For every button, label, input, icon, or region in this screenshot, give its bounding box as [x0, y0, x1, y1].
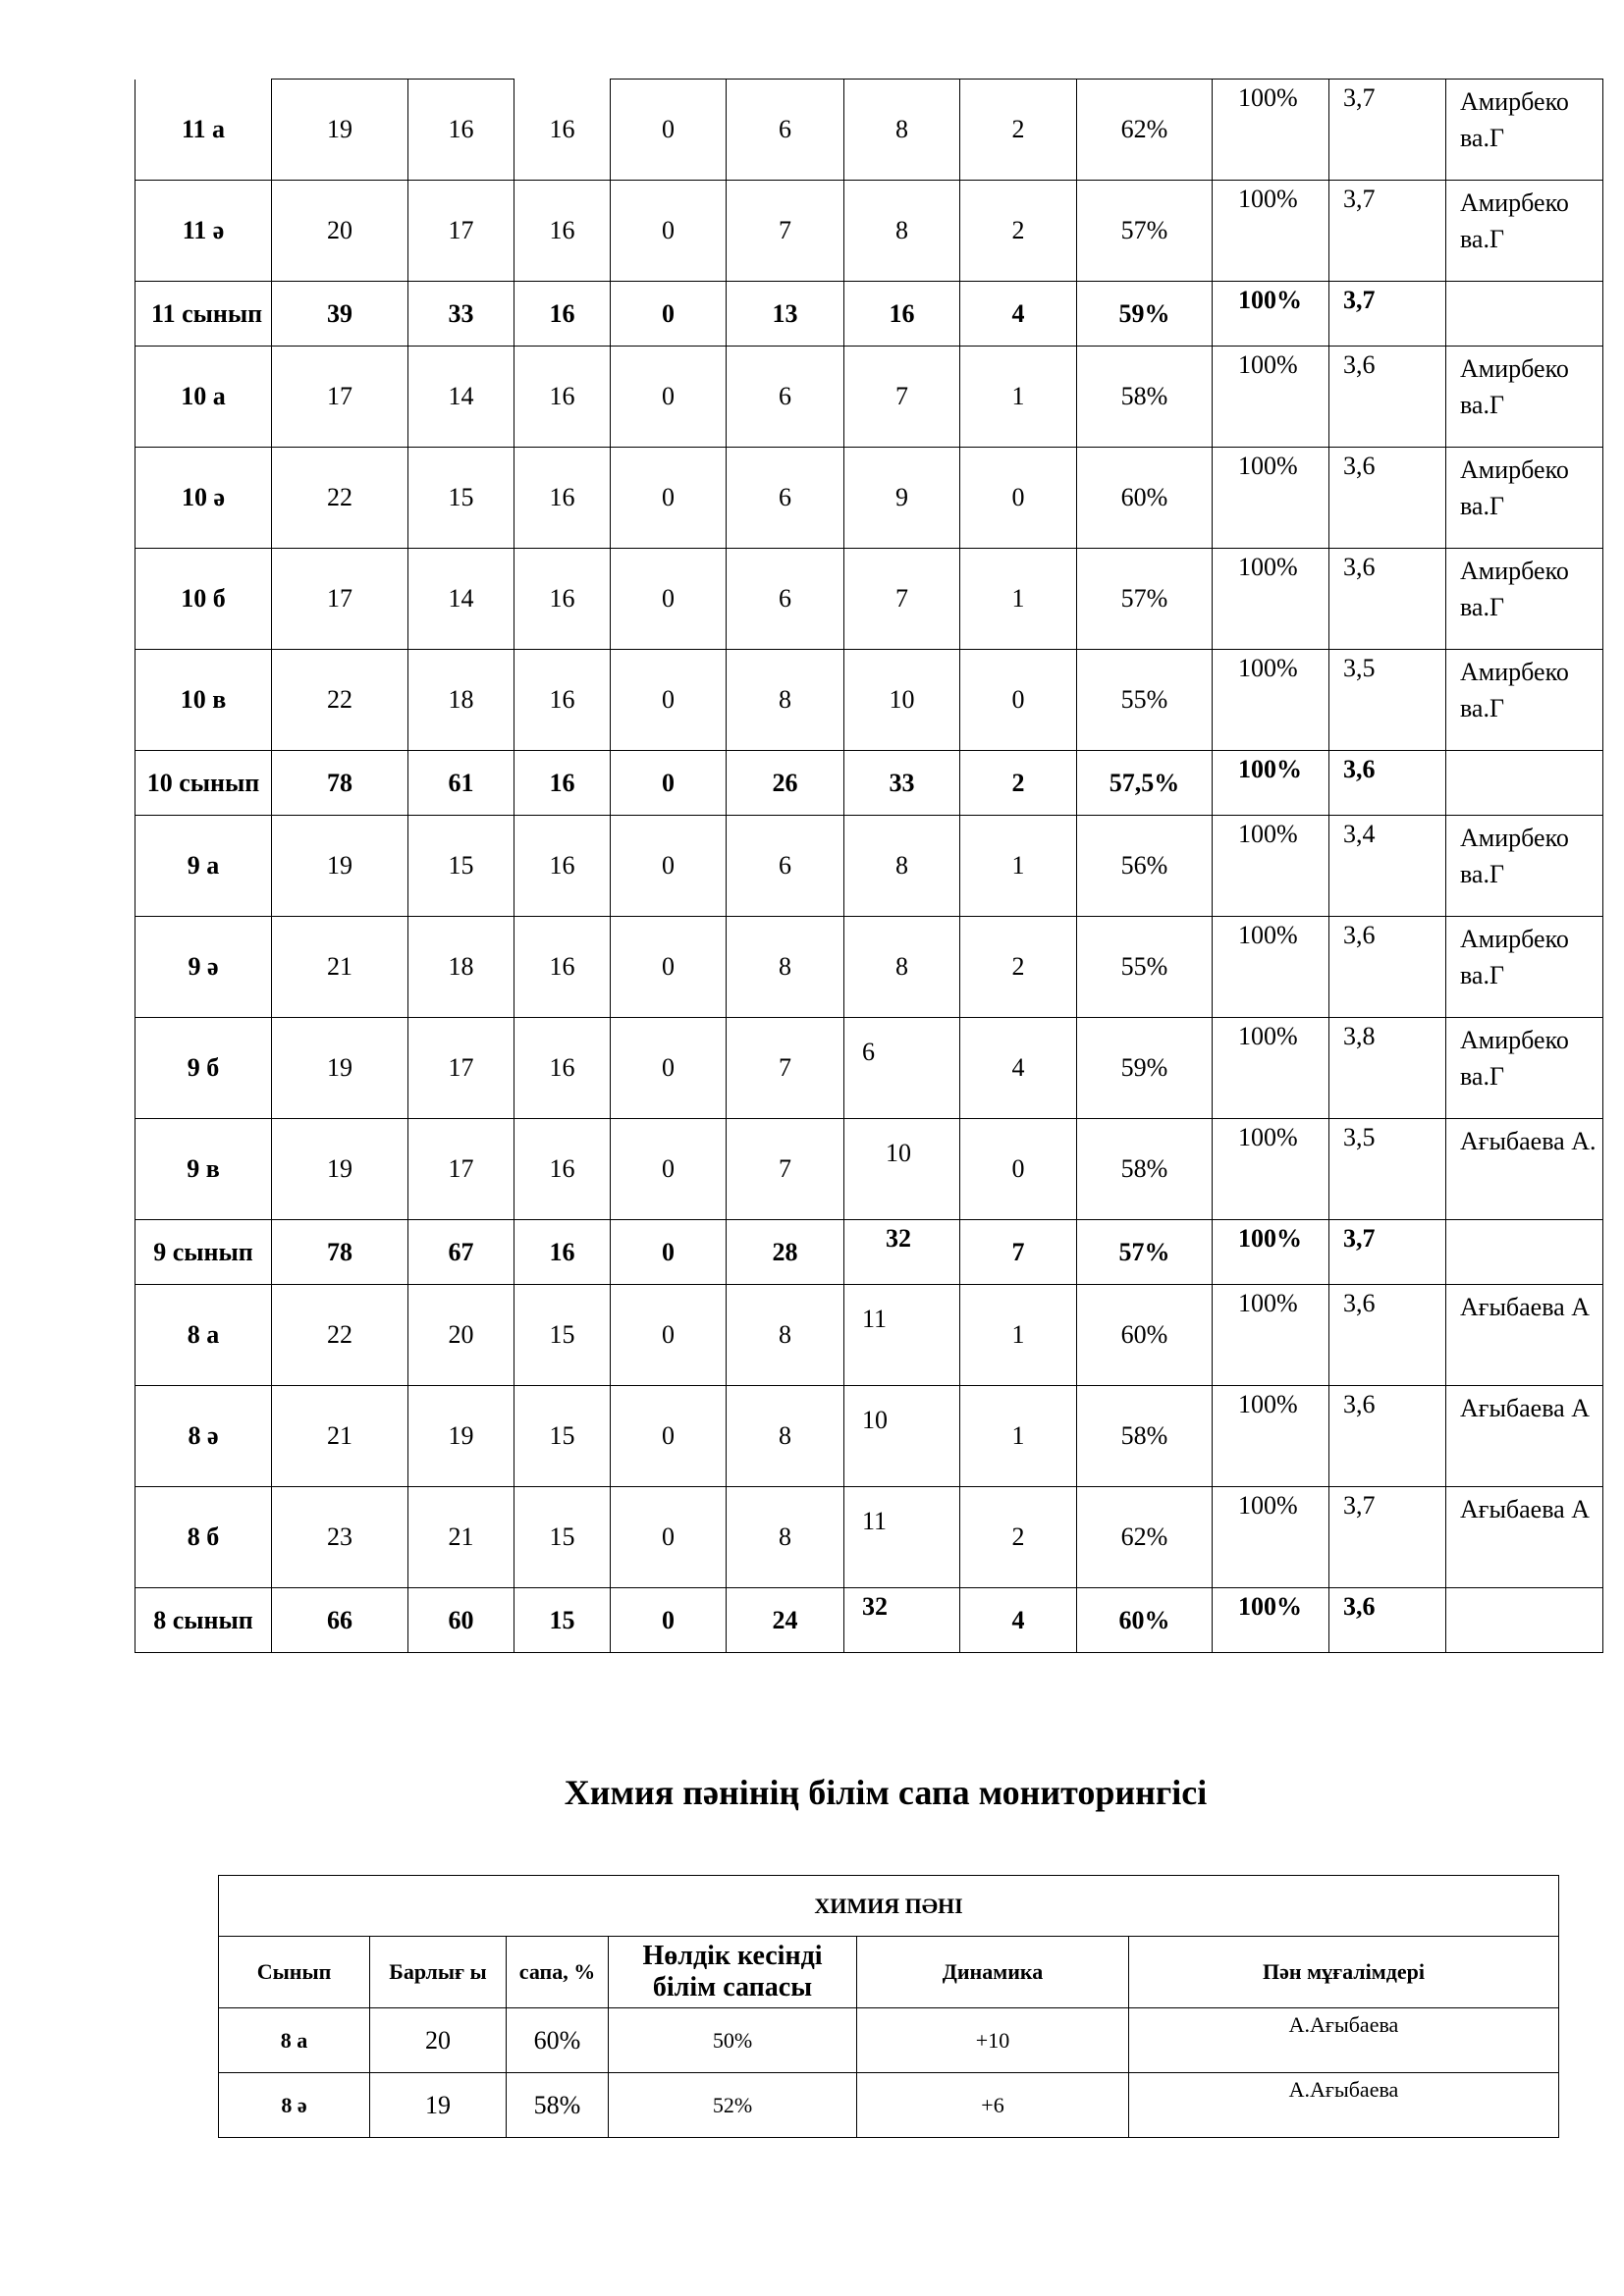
cell-grade-3: 8: [727, 1285, 844, 1386]
cell-quality: 56%: [1077, 816, 1213, 917]
cell-class: 9 в: [135, 1119, 272, 1220]
cell-teacher: [1446, 1588, 1603, 1653]
cell-class: 9 сынып: [135, 1220, 272, 1285]
table-row: [135, 448, 1603, 549]
cell-max-score: 16: [514, 282, 611, 347]
cell-grade-4: 10: [844, 650, 960, 751]
cell-grade-5: 0: [960, 448, 1077, 549]
cell-grade-4: 8: [844, 917, 960, 1018]
grades-table: [135, 79, 1603, 1653]
table-summary-row: [135, 1220, 1603, 1285]
cell-grade-5: 1: [960, 347, 1077, 448]
cell-success: 100%: [1213, 347, 1329, 448]
cell-success: 100%: [1213, 549, 1329, 650]
cell-quality: 58%: [1077, 347, 1213, 448]
cell-participants: 18: [408, 650, 514, 751]
cell-grade-5: 1: [960, 1386, 1077, 1487]
cell-teacher: [1446, 751, 1603, 816]
cell-grade-2: 0: [611, 347, 727, 448]
cell-grade-5: 0: [960, 1119, 1077, 1220]
cell-quality: 58%: [507, 2073, 609, 2138]
cell-success: 100%: [1213, 1386, 1329, 1487]
cell-max-score: 16: [514, 816, 611, 917]
cell-grade-2: 0: [611, 80, 727, 181]
cell-teacher: Ағыбаева А: [1446, 1487, 1603, 1588]
cell-teacher: А.Ағыбаева: [1129, 2073, 1559, 2138]
cell-avg-score: 3,5: [1329, 650, 1446, 751]
cell-grade-5: 2: [960, 181, 1077, 282]
cell-teacher: Амирбеко ва.Г: [1446, 448, 1603, 549]
cell-grade-5: 2: [960, 1487, 1077, 1588]
cell-quality: 57%: [1077, 1220, 1213, 1285]
cell-quality: 59%: [1077, 282, 1213, 347]
cell-students: 19: [272, 80, 408, 181]
cell-participants: 20: [408, 1285, 514, 1386]
cell-grade-4: 16: [844, 282, 960, 347]
cell-grade-4: 9: [844, 448, 960, 549]
cell-grade-5: 1: [960, 816, 1077, 917]
cell-teacher: Ағыбаева А: [1446, 1386, 1603, 1487]
cell-grade-4: 8: [844, 80, 960, 181]
cell-grade-2: 0: [611, 282, 727, 347]
cell-grade-2: 0: [611, 650, 727, 751]
cell-participants: 33: [408, 282, 514, 347]
cell-grade-3: 7: [727, 1018, 844, 1119]
cell-grade-2: 0: [611, 1018, 727, 1119]
cell-teacher: Ағыбаева А.: [1446, 1119, 1603, 1220]
cell-grade-2: 0: [611, 1285, 727, 1386]
cell-avg-score: 3,6: [1329, 347, 1446, 448]
cell-participants: 17: [408, 1018, 514, 1119]
cell-participants: 18: [408, 917, 514, 1018]
header-zero-cut: Нөлдік кесінді білім сапасы: [609, 1937, 857, 2008]
cell-grade-5: 4: [960, 1018, 1077, 1119]
cell-total: 19: [370, 2073, 507, 2138]
cell-dynamics: +10: [857, 2008, 1129, 2073]
cell-grade-3: 7: [727, 181, 844, 282]
cell-grade-3: 24: [727, 1588, 844, 1653]
cell-max-score: 15: [514, 1588, 611, 1653]
cell-success: 100%: [1213, 1487, 1329, 1588]
cell-students: 17: [272, 347, 408, 448]
cell-grade-4: 7: [844, 347, 960, 448]
cell-teacher: Амирбеко ва.Г: [1446, 181, 1603, 282]
cell-grade-5: 4: [960, 282, 1077, 347]
cell-teacher: Амирбеко ва.Г: [1446, 549, 1603, 650]
cell-zero-cut: 50%: [609, 2008, 857, 2073]
cell-grade-3: 8: [727, 650, 844, 751]
cell-students: 22: [272, 1285, 408, 1386]
cell-grade-4: 8: [844, 181, 960, 282]
cell-quality: 60%: [1077, 1285, 1213, 1386]
cell-grade-4: 32: [844, 1220, 960, 1285]
header-class: Сынып: [219, 1937, 370, 2008]
cell-teacher: [1446, 1220, 1603, 1285]
cell-teacher: Амирбеко ва.Г: [1446, 347, 1603, 448]
table-row: [135, 650, 1603, 751]
cell-success: 100%: [1213, 751, 1329, 816]
cell-grade-2: 0: [611, 751, 727, 816]
cell-quality: 57%: [1077, 549, 1213, 650]
cell-grade-2: 0: [611, 1588, 727, 1653]
table-row: [135, 1386, 1603, 1487]
cell-max-score: 16: [514, 80, 611, 181]
header-quality: сапа, %: [507, 1937, 609, 2008]
cell-avg-score: 3,5: [1329, 1119, 1446, 1220]
cell-students: 19: [272, 1119, 408, 1220]
cell-students: 78: [272, 751, 408, 816]
cell-avg-score: 3,7: [1329, 80, 1446, 181]
cell-quality: 62%: [1077, 1487, 1213, 1588]
cell-participants: 17: [408, 181, 514, 282]
cell-teacher: [1446, 282, 1603, 347]
table-row: [135, 816, 1603, 917]
cell-grade-5: 2: [960, 751, 1077, 816]
cell-class: 9 б: [135, 1018, 272, 1119]
cell-grade-5: 4: [960, 1588, 1077, 1653]
cell-teacher: Амирбеко ва.Г: [1446, 80, 1603, 181]
cell-avg-score: 3,7: [1329, 282, 1446, 347]
cell-quality: 59%: [1077, 1018, 1213, 1119]
cell-grade-4: 10: [844, 1386, 960, 1487]
cell-grade-3: 8: [727, 1487, 844, 1588]
cell-grade-5: 7: [960, 1220, 1077, 1285]
cell-max-score: 16: [514, 1119, 611, 1220]
cell-grade-4: 10: [844, 1119, 960, 1220]
cell-class: 11 ә: [135, 181, 272, 282]
table-summary-row: [135, 282, 1603, 347]
cell-grade-5: 2: [960, 917, 1077, 1018]
cell-students: 20: [272, 181, 408, 282]
cell-students: 66: [272, 1588, 408, 1653]
cell-grade-4: 8: [844, 816, 960, 917]
cell-class: 10 а: [135, 347, 272, 448]
cell-zero-cut: 52%: [609, 2073, 857, 2138]
cell-avg-score: 3,6: [1329, 549, 1446, 650]
cell-grade-5: 2: [960, 80, 1077, 181]
cell-success: 100%: [1213, 1119, 1329, 1220]
cell-quality: 57,5%: [1077, 751, 1213, 816]
cell-grade-2: 0: [611, 1487, 727, 1588]
cell-class: 11 сынып: [135, 282, 272, 347]
cell-success: 100%: [1213, 80, 1329, 181]
cell-grade-3: 7: [727, 1119, 844, 1220]
cell-max-score: 16: [514, 549, 611, 650]
cell-max-score: 16: [514, 1018, 611, 1119]
cell-avg-score: 3,6: [1329, 917, 1446, 1018]
cell-students: 39: [272, 282, 408, 347]
cell-grade-2: 0: [611, 917, 727, 1018]
table-row: [135, 1018, 1603, 1119]
cell-grade-2: 0: [611, 1386, 727, 1487]
table-row: [135, 917, 1603, 1018]
cell-grade-3: 8: [727, 1386, 844, 1487]
chemistry-header-row: [219, 1937, 1559, 2008]
cell-quality: 58%: [1077, 1386, 1213, 1487]
cell-students: 23: [272, 1487, 408, 1588]
cell-grade-2: 0: [611, 1119, 727, 1220]
cell-max-score: 16: [514, 917, 611, 1018]
cell-grade-2: 0: [611, 816, 727, 917]
cell-grade-4: 11: [844, 1487, 960, 1588]
cell-teacher: Амирбеко ва.Г: [1446, 816, 1603, 917]
cell-students: 22: [272, 650, 408, 751]
cell-grade-3: 6: [727, 347, 844, 448]
cell-class: 10 б: [135, 549, 272, 650]
cell-quality: 60%: [507, 2008, 609, 2073]
cell-grade-2: 0: [611, 549, 727, 650]
chemistry-table: [218, 1875, 1559, 2138]
cell-max-score: 16: [514, 448, 611, 549]
cell-avg-score: 3,7: [1329, 1487, 1446, 1588]
cell-students: 21: [272, 1386, 408, 1487]
cell-avg-score: 3,6: [1329, 1386, 1446, 1487]
cell-students: 21: [272, 917, 408, 1018]
cell-class: 8 б: [135, 1487, 272, 1588]
cell-success: 100%: [1213, 1285, 1329, 1386]
cell-success: 100%: [1213, 282, 1329, 347]
cell-class: 9 а: [135, 816, 272, 917]
table-row: [135, 347, 1603, 448]
cell-success: 100%: [1213, 650, 1329, 751]
cell-participants: 61: [408, 751, 514, 816]
cell-grade-4: 32: [844, 1588, 960, 1653]
cell-success: 100%: [1213, 917, 1329, 1018]
cell-class: 8 сынып: [135, 1588, 272, 1653]
cell-max-score: 15: [514, 1487, 611, 1588]
chemistry-row: [219, 2073, 1559, 2138]
cell-participants: 14: [408, 549, 514, 650]
cell-participants: 16: [408, 80, 514, 181]
cell-grade-3: 8: [727, 917, 844, 1018]
table-row: [135, 80, 1603, 181]
header-total: Барлығ ы: [370, 1937, 507, 2008]
cell-avg-score: 3,8: [1329, 1018, 1446, 1119]
cell-avg-score: 3,6: [1329, 448, 1446, 549]
cell-grade-2: 0: [611, 181, 727, 282]
table-row: [135, 181, 1603, 282]
cell-students: 19: [272, 816, 408, 917]
grades-table-body: [135, 80, 1603, 1653]
header-dynamics: Динамика: [857, 1937, 1129, 2008]
cell-class: 8 а: [219, 2008, 370, 2073]
table-summary-row: [135, 751, 1603, 816]
cell-grade-5: 1: [960, 549, 1077, 650]
cell-students: 78: [272, 1220, 408, 1285]
cell-success: 100%: [1213, 1018, 1329, 1119]
cell-teacher: Ағыбаева А: [1446, 1285, 1603, 1386]
cell-students: 19: [272, 1018, 408, 1119]
cell-teacher: Амирбеко ва.Г: [1446, 650, 1603, 751]
cell-participants: 67: [408, 1220, 514, 1285]
cell-class: 10 сынып: [135, 751, 272, 816]
cell-quality: 57%: [1077, 181, 1213, 282]
cell-quality: 55%: [1077, 917, 1213, 1018]
cell-class: 10 ә: [135, 448, 272, 549]
cell-class: 11 а: [135, 80, 272, 181]
cell-grade-3: 28: [727, 1220, 844, 1285]
cell-max-score: 16: [514, 181, 611, 282]
section-title: Химия пәнінің білім сапа мониторингісі: [564, 1773, 1208, 1812]
cell-max-score: 16: [514, 751, 611, 816]
cell-grade-2: 0: [611, 1220, 727, 1285]
cell-avg-score: 3,6: [1329, 1588, 1446, 1653]
cell-dynamics: +6: [857, 2073, 1129, 2138]
cell-grade-4: 7: [844, 549, 960, 650]
cell-success: 100%: [1213, 181, 1329, 282]
cell-class: 9 ә: [135, 917, 272, 1018]
cell-grade-3: 6: [727, 549, 844, 650]
cell-max-score: 15: [514, 1386, 611, 1487]
cell-avg-score: 3,6: [1329, 1285, 1446, 1386]
cell-participants: 60: [408, 1588, 514, 1653]
cell-grade-5: 1: [960, 1285, 1077, 1386]
header-teachers: Пән мұғалімдері: [1129, 1937, 1559, 2008]
cell-teacher: Амирбеко ва.Г: [1446, 917, 1603, 1018]
cell-total: 20: [370, 2008, 507, 2073]
cell-avg-score: 3,6: [1329, 751, 1446, 816]
chemistry-row: [219, 2008, 1559, 2073]
cell-grade-4: 6: [844, 1018, 960, 1119]
cell-max-score: 16: [514, 347, 611, 448]
cell-quality: 62%: [1077, 80, 1213, 181]
cell-grade-3: 6: [727, 816, 844, 917]
cell-grade-2: 0: [611, 448, 727, 549]
cell-participants: 17: [408, 1119, 514, 1220]
table-row: [135, 549, 1603, 650]
cell-max-score: 16: [514, 1220, 611, 1285]
cell-quality: 60%: [1077, 448, 1213, 549]
cell-grade-5: 0: [960, 650, 1077, 751]
cell-max-score: 15: [514, 1285, 611, 1386]
cell-success: 100%: [1213, 1588, 1329, 1653]
cell-grade-4: 33: [844, 751, 960, 816]
cell-grade-3: 6: [727, 80, 844, 181]
cell-grade-3: 26: [727, 751, 844, 816]
cell-participants: 21: [408, 1487, 514, 1588]
cell-quality: 58%: [1077, 1119, 1213, 1220]
cell-grade-3: 13: [727, 282, 844, 347]
cell-students: 22: [272, 448, 408, 549]
cell-avg-score: 3,7: [1329, 1220, 1446, 1285]
cell-quality: 55%: [1077, 650, 1213, 751]
cell-grade-3: 6: [727, 448, 844, 549]
cell-success: 100%: [1213, 1220, 1329, 1285]
cell-avg-score: 3,7: [1329, 181, 1446, 282]
cell-teacher: А.Ағыбаева: [1129, 2008, 1559, 2073]
cell-grade-4: 11: [844, 1285, 960, 1386]
cell-quality: 60%: [1077, 1588, 1213, 1653]
cell-class: 8 ә: [219, 2073, 370, 2138]
cell-success: 100%: [1213, 816, 1329, 917]
table-summary-row: [135, 1588, 1603, 1653]
chemistry-table-title: ХИМИЯ ПӘНІ: [219, 1876, 1559, 1937]
cell-class: 8 а: [135, 1285, 272, 1386]
cell-max-score: 16: [514, 650, 611, 751]
cell-participants: 14: [408, 347, 514, 448]
cell-teacher: Амирбеко ва.Г: [1446, 1018, 1603, 1119]
table-row: [135, 1285, 1603, 1386]
table-row: [135, 1119, 1603, 1220]
cell-class: 8 ә: [135, 1386, 272, 1487]
cell-class: 10 в: [135, 650, 272, 751]
cell-success: 100%: [1213, 448, 1329, 549]
table-row: [135, 1487, 1603, 1588]
cell-participants: 19: [408, 1386, 514, 1487]
cell-participants: 15: [408, 816, 514, 917]
cell-participants: 15: [408, 448, 514, 549]
cell-students: 17: [272, 549, 408, 650]
cell-avg-score: 3,4: [1329, 816, 1446, 917]
